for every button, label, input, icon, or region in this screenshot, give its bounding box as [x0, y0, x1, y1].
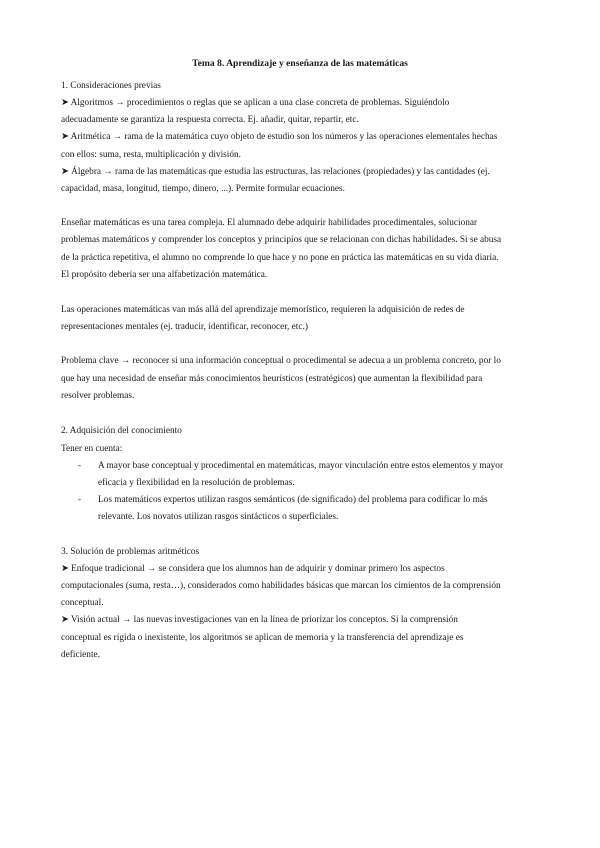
- paragraph-line: que hay una necesidad de enseñar más conocimientos heurísticos (estratégicos) que aumentan la flexibilidad para: [61, 374, 483, 384]
- list-bullet: -: [78, 461, 82, 471]
- paragraph-line: El propósito debería ser una alfabetización matemática.: [61, 270, 268, 280]
- paragraph-line: Problema clave → reconocer si una información conceptual o procedimental se adecua a un problema concreto, por lo: [61, 356, 501, 366]
- paragraph-line: ➤ Visión actual → las nuevas investigaciones van en la línea de priorizar los conceptos. Si la comprensión: [61, 615, 458, 625]
- paragraph-line: adecuadamente se garantiza la respuesta correcta. Ej. añadir, quitar, repartir, etc.: [61, 115, 359, 125]
- paragraph-line: ➤ Enfoque tradicional → se considera que los alumnos han de adquirir y dominar primero los aspectos: [61, 564, 445, 574]
- section-1-heading: 1. Consideraciones previas: [61, 81, 161, 91]
- paragraph-line: Enseñar matemáticas es una tarea compleja. El alumnado debe adquirir habilidades procedimentales, solucionar: [61, 218, 478, 228]
- paragraph-line: capacidad, masa, longitud, tiempo, dinero, ...). Permite formular ecuaciones.: [61, 184, 345, 194]
- paragraph-line: conceptual es rígida o inexistente, los algoritmos se aplican de memoria y la transferencia del aprendizaje es: [61, 633, 464, 643]
- list-item-line: A mayor base conceptual y procedimental en matemáticas, mayor vinculación entre estos elementos y mayor: [98, 461, 504, 471]
- section-3-heading: 3. Solución de problemas aritméticos: [61, 547, 200, 557]
- paragraph-line: computacionales (suma, resta…), considerados como habilidades básicas que marcan los cimientos de la comprensión: [61, 581, 501, 591]
- list-item-line: eficacia y flexibilidad en la resolución de problemas.: [98, 478, 295, 488]
- list-item-line: Los matemáticos expertos utilizan rasgos semánticos (de significado) del problema para codificar lo más: [98, 495, 488, 505]
- paragraph-line: representaciones mentales (ej. traducir, identificar, reconocer, etc.): [61, 322, 308, 332]
- paragraph-line: conceptual.: [61, 598, 104, 608]
- section-2-intro: Tener en cuenta:: [61, 444, 123, 454]
- paragraph-line: ➤ Algoritmos → procedimientos o reglas que se aplican a una clase concreta de problemas. Siguiéndolo: [61, 98, 450, 108]
- section-2-heading: 2. Adquisición del conocimiento: [61, 426, 182, 436]
- paragraph-line: ➤ Álgebra → rama de las matemáticas que estudia las estructuras, las relaciones (propiedades) y las cantidades (ej.: [61, 167, 490, 177]
- paragraph-line: deficiente.: [61, 650, 100, 660]
- list-bullet: -: [78, 495, 82, 505]
- paragraph-line: ➤ Aritmética → rama de la matemática cuyo objeto de estudio son los números y las operaciones elementales hechas: [61, 132, 498, 142]
- paragraph-line: resolver problemas.: [61, 391, 135, 401]
- paragraph-line: de la práctica repetitiva, el alumno no comprende lo que hace y no pone en práctica las matemáticas en su vida diaria.: [61, 253, 499, 263]
- paragraph-line: problemas matemáticos y comprender los conceptos y principios que se relacionan con dichas habilidades. Si se abusa: [61, 235, 502, 245]
- document-title: Tema 8. Aprendizaje y enseñanza de las matemáticas: [192, 58, 408, 69]
- list-item-line: relevante. Los novatos utilizan rasgos sintácticos o superficiales.: [98, 512, 339, 522]
- paragraph-line: Las operaciones matemáticas van más allá del aprendizaje memorístico, requieren la adquisición de redes de: [61, 305, 465, 315]
- paragraph-line: con ellos: suma, resta, multiplicación y división.: [61, 150, 241, 160]
